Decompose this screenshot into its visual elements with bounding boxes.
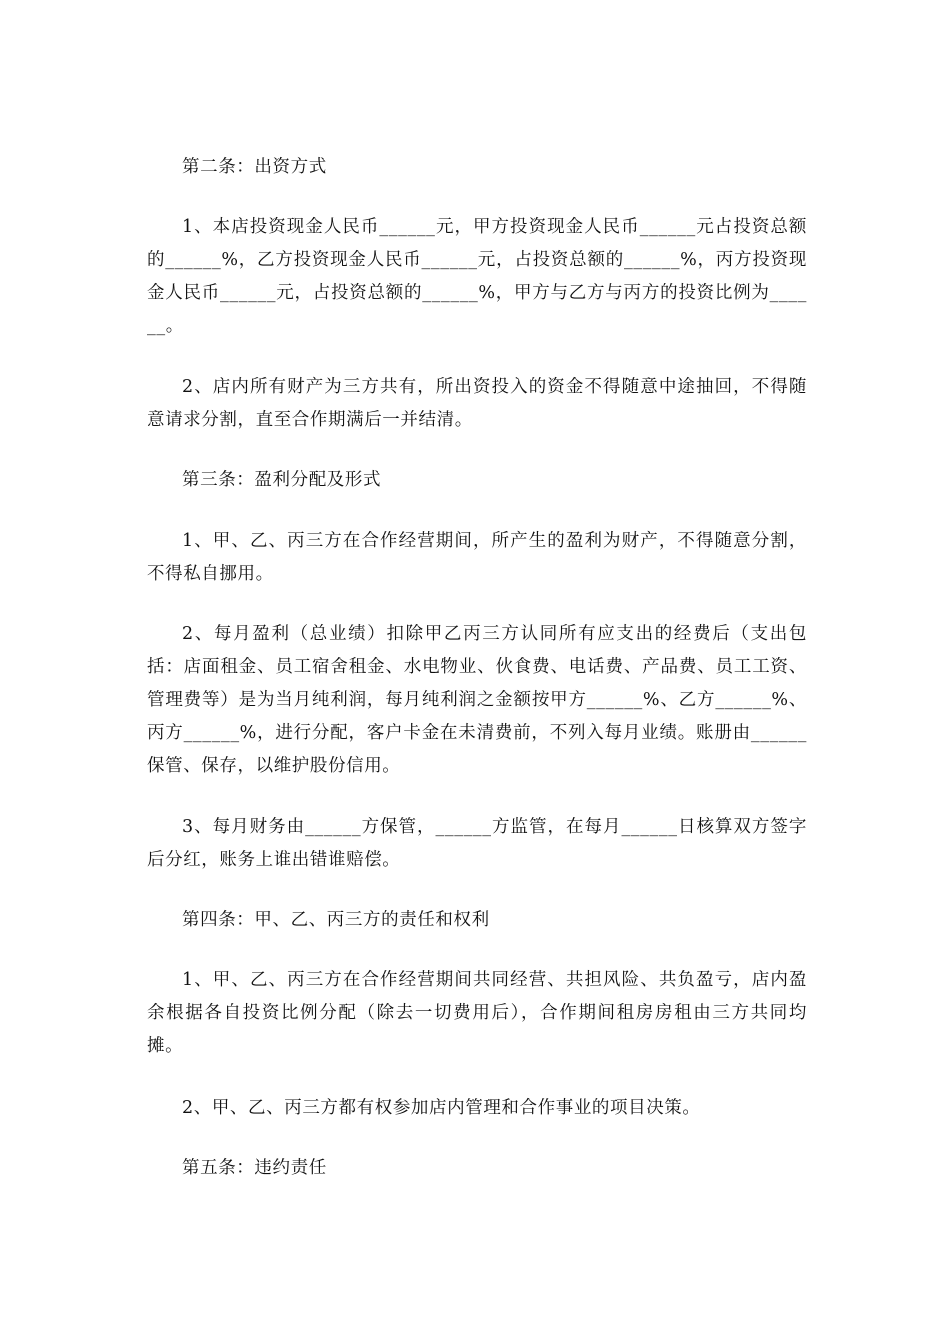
paragraph-3-1: 1、甲、乙、丙三方在合作经营期间，所产生的盈利为财产，不得随意分割，不得私自挪用。: [147, 531, 807, 584]
section-heading-3: 第三条：盈利分配及形式: [182, 470, 382, 490]
paragraph-4-1: 1、甲、乙、丙三方在合作经营期间共同经营、共担风险、共负盈亏，店内盈余根据各自投资比例分配（除去一切费用后），合作期间租房房租由三方共同均摊。: [147, 970, 807, 1056]
paragraph-2-1: 1、本店投资现金人民币______元，甲方投资现金人民币______元占投资总额的______%，乙方投资现金人民币______元，占投资总额的______%，丙方投资现金人民币______元，占投资总额的______%，甲方与乙方与丙方的投资比例为______。: [147, 217, 807, 336]
section-heading-4: 第四条：甲、乙、丙三方的责任和权利: [182, 910, 490, 930]
paragraph-3-3: 3、每月财务由______方保管，______方监管，在每月______日核算双方签字后分红，账务上谁出错谁赔偿。: [147, 817, 807, 870]
section-heading-5: 第五条：违约责任: [182, 1158, 327, 1178]
paragraph-3-2: 2、每月盈利（总业绩）扣除甲乙丙三方认同所有应支出的经费后（支出包括：店面租金、员工宿舍租金、水电物业、伙食费、电话费、产品费、员工工资、管理费等）是为当月纯利润，每月纯利润之金额按甲方______%、乙方______%、丙方______%，进行分配，客户卡金在未清费前，不列入每月业绩。账册由______保管、保存，以维护股份信用。: [147, 624, 807, 776]
paragraph-4-2: 2、甲、乙、丙三方都有权参加店内管理和合作事业的项目决策。: [182, 1098, 701, 1118]
paragraph-2-2: 2、店内所有财产为三方共有，所出资投入的资金不得随意中途抽回，不得随意请求分割，直至合作期满后一并结清。: [147, 377, 807, 430]
section-heading-2: 第二条：出资方式: [182, 157, 327, 177]
